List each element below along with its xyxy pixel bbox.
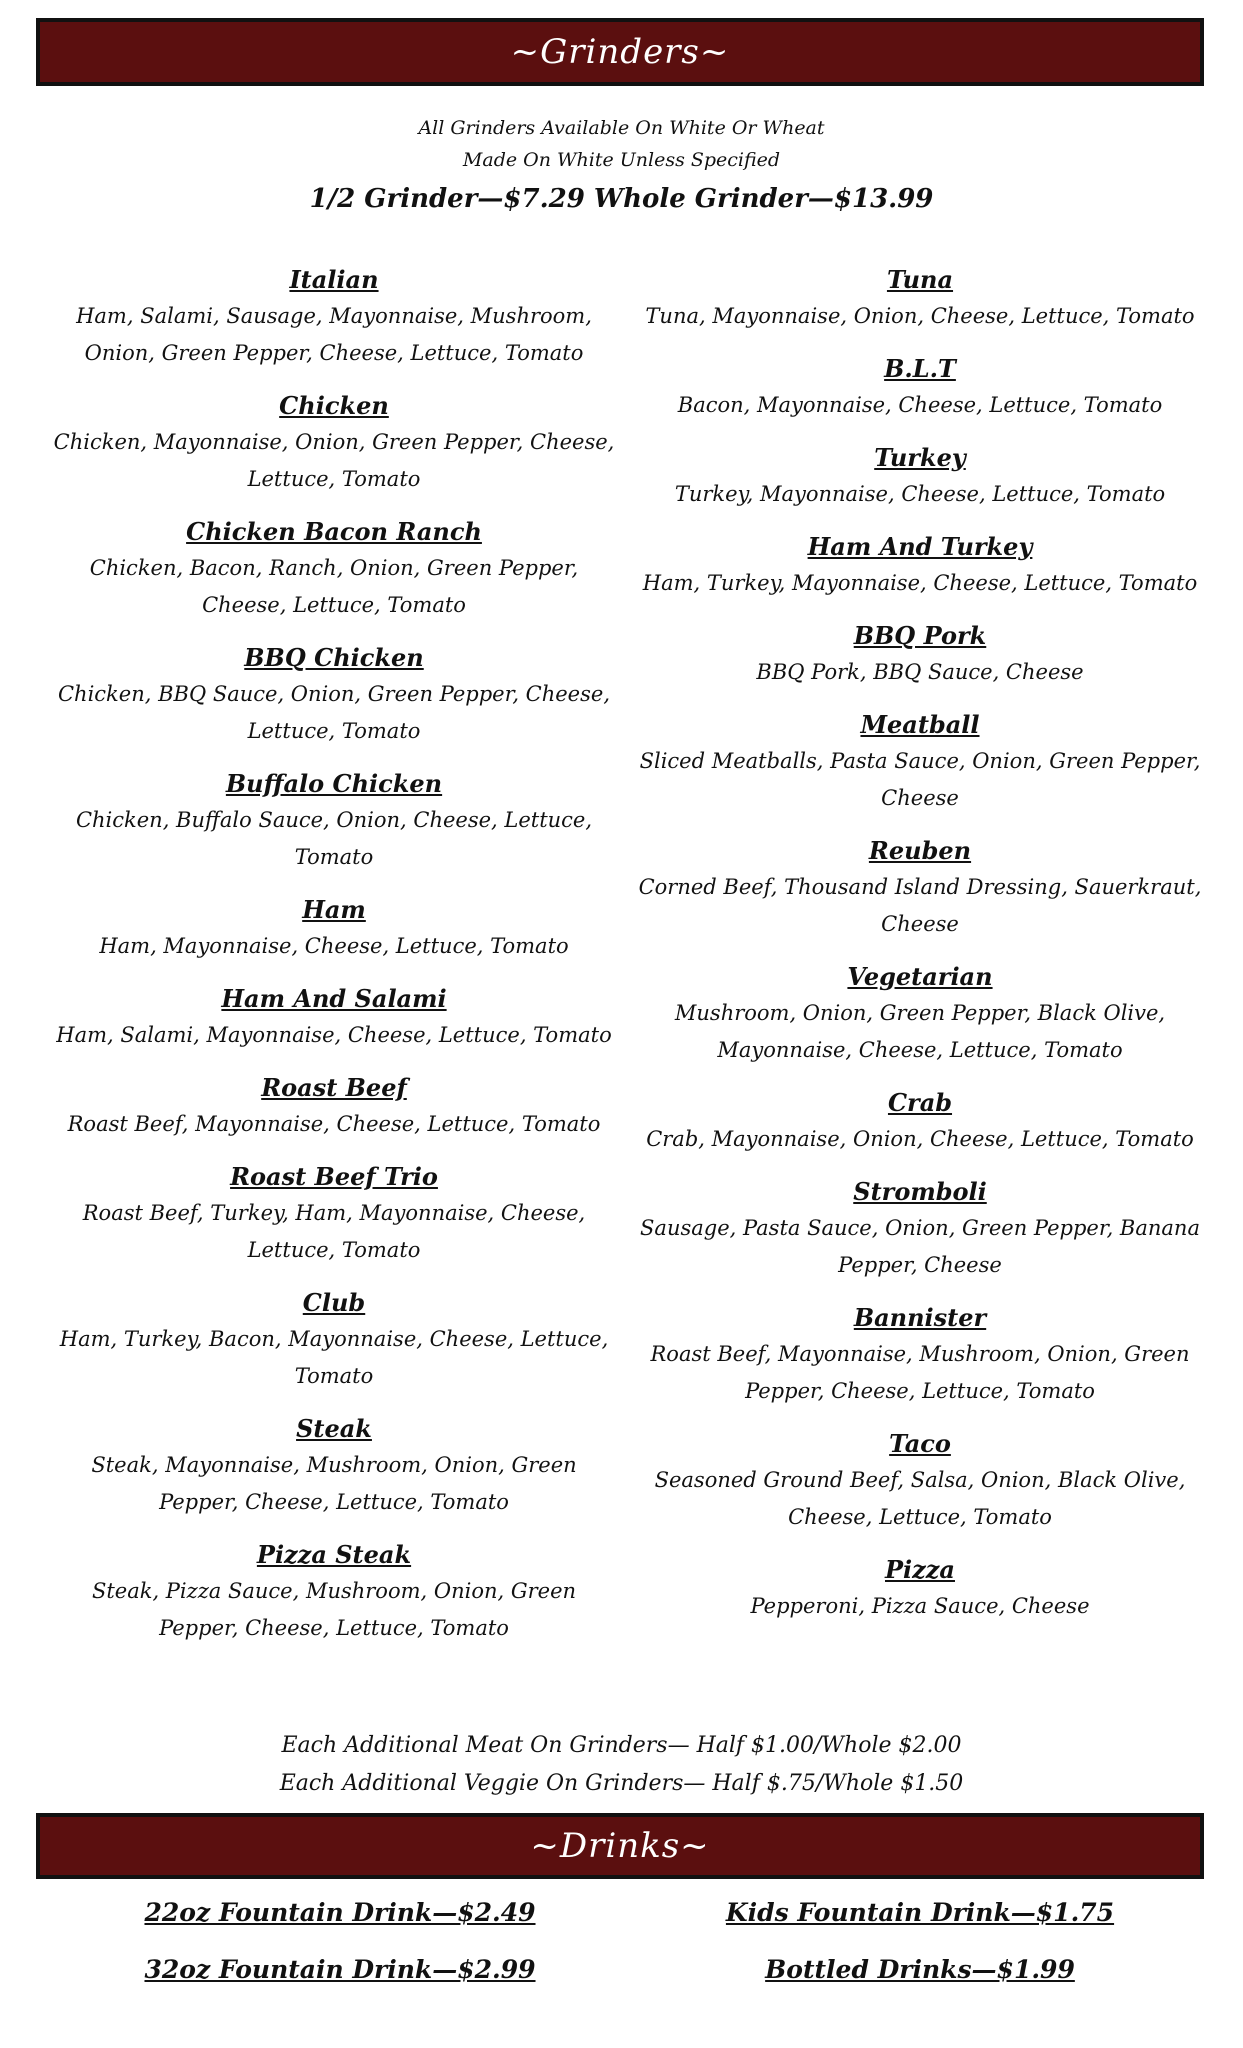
grinders-banner: [36, 18, 1204, 86]
grinders-right-column: [630, 262, 1210, 1641]
menu-item: [44, 981, 624, 1054]
menu-item: [630, 529, 1210, 602]
menu-item: [630, 1085, 1210, 1158]
menu-item-name: Italian: [289, 265, 379, 294]
menu-item-description: Mushroom, Onion, Green Pepper, Black Olive, Mayonnaise, Cheese, Lettuce, Tomato: [674, 1001, 1166, 1062]
menu-item: [44, 892, 624, 965]
menu-item-description: Chicken, Mayonnaise, Onion, Green Pepper, Cheese, Lettuce, Tomato: [53, 430, 615, 491]
menu-item: [630, 959, 1210, 1069]
menu-item: [630, 1300, 1210, 1410]
menu-item-description: Ham, Turkey, Bacon, Mayonnaise, Cheese, Lettuce, Tomato: [59, 1327, 609, 1388]
menu-item-description: Steak, Pizza Sauce, Mushroom, Onion, Green Pepper, Cheese, Lettuce, Tomato: [91, 1579, 577, 1640]
menu-item-name: B.L.T: [884, 354, 956, 383]
menu-item-name: Ham: [302, 895, 366, 924]
menu-item-name: Buffalo Chicken: [225, 769, 443, 798]
menu-item-description: Tuna, Mayonnaise, Onion, Cheese, Lettuce, Tomato: [645, 304, 1195, 328]
menu-item-description: Turkey, Mayonnaise, Cheese, Lettuce, Tomato: [674, 482, 1166, 506]
menu-item-description: Roast Beef, Mayonnaise, Cheese, Lettuce, Tomato: [67, 1112, 601, 1136]
menu-item-description: Pepperoni, Pizza Sauce, Cheese: [750, 1594, 1090, 1618]
menu-item-description: Ham, Mayonnaise, Cheese, Lettuce, Tomato: [99, 934, 569, 958]
menu-item-name: Crab: [887, 1088, 953, 1117]
menu-item-name: Pizza: [885, 1555, 955, 1584]
menu-item-name: Taco: [889, 1429, 951, 1458]
menu-item-name: Roast Beef: [261, 1073, 407, 1102]
menu-item: [630, 1174, 1210, 1284]
menu-item-description: BBQ Pork, BBQ Sauce, Cheese: [756, 660, 1084, 684]
menu-item-description: Corned Beef, Thousand Island Dressing, Sauerkraut, Cheese: [638, 875, 1202, 936]
menu-item: [44, 1411, 624, 1521]
menu-item-description: Seasoned Ground Beef, Salsa, Onion, Black Olive, Cheese, Lettuce, Tomato: [654, 1468, 1186, 1529]
menu-item: [630, 1426, 1210, 1536]
menu-item-description: Ham, Turkey, Mayonnaise, Cheese, Lettuce, Tomato: [642, 571, 1198, 595]
menu-item-description: Sausage, Pasta Sauce, Onion, Green Pepper, Banana Pepper, Cheese: [640, 1216, 1200, 1277]
menu-item: [630, 618, 1210, 691]
menu-item-name: BBQ Chicken: [244, 643, 424, 672]
menu-item: [44, 1537, 624, 1647]
grinder-extras: [0, 1727, 1243, 1803]
menu-item-name: Roast Beef Trio: [230, 1162, 438, 1191]
menu-item-description: Crab, Mayonnaise, Onion, Cheese, Lettuce, Tomato: [646, 1127, 1194, 1151]
menu-item-name: Tuna: [886, 265, 954, 294]
menu-item: [44, 262, 624, 372]
menu-item: [630, 1552, 1210, 1625]
extra-veggie-price: Each Additional Veggie On Grinders— Half $.75/Whole $1.50: [279, 1771, 964, 1796]
menu-item-description: Chicken, Bacon, Ranch, Onion, Green Pepper, Cheese, Lettuce, Tomato: [89, 556, 579, 617]
menu-item-name: Meatball: [860, 710, 980, 739]
menu-item: [44, 766, 624, 876]
intro-bread-options: All Grinders Available On White Or Wheat: [418, 117, 825, 139]
menu-item: [44, 1285, 624, 1395]
menu-item-description: Chicken, BBQ Sauce, Onion, Green Pepper, Cheese, Lettuce, Tomato: [57, 682, 610, 743]
menu-item: [44, 514, 624, 624]
menu-item-name: Ham And Turkey: [807, 532, 1033, 561]
drinks-banner: [36, 1813, 1204, 1879]
grinders-intro: [0, 112, 1243, 214]
menu-item-description: Roast Beef, Mayonnaise, Mushroom, Onion, Green Pepper, Cheese, Lettuce, Tomato: [650, 1342, 1190, 1403]
grinder-prices: 1/2 Grinder—$7.29 Whole Grinder—$13.99: [309, 184, 934, 214]
menu-item: [630, 707, 1210, 817]
drinks-title: ~Drinks~: [530, 1826, 710, 1866]
drink-kids-fountain: Kids Fountain Drink—$1.75: [725, 1898, 1115, 1927]
menu-item-name: Stromboli: [853, 1177, 987, 1206]
menu-item-name: Chicken: [279, 391, 389, 420]
menu-item-description: Steak, Mayonnaise, Mushroom, Onion, Green Pepper, Cheese, Lettuce, Tomato: [91, 1453, 577, 1514]
grinders-left-column: [44, 262, 624, 1663]
menu-item: [630, 440, 1210, 513]
menu-item: [630, 351, 1210, 424]
drink-bottled: Bottled Drinks—$1.99: [765, 1955, 1075, 1984]
menu-item: [44, 1159, 624, 1269]
menu-item-description: Chicken, Buffalo Sauce, Onion, Cheese, Lettuce, Tomato: [75, 808, 593, 869]
menu-item-name: BBQ Pork: [853, 621, 987, 650]
menu-item-name: Reuben: [868, 836, 972, 865]
menu-item-name: Pizza Steak: [256, 1540, 412, 1569]
menu-item: [630, 833, 1210, 943]
grinders-title: ~Grinders~: [510, 32, 730, 72]
menu-item: [44, 1070, 624, 1143]
menu-item-description: Bacon, Mayonnaise, Cheese, Lettuce, Tomato: [677, 393, 1163, 417]
menu-item-description: Sliced Meatballs, Pasta Sauce, Onion, Green Pepper, Cheese: [639, 749, 1201, 810]
drink-32oz-fountain: 32oz Fountain Drink—$2.99: [144, 1955, 536, 1984]
menu-item-name: Bannister: [853, 1303, 987, 1332]
menu-item-name: Chicken Bacon Ranch: [186, 517, 482, 546]
extra-meat-price: Each Additional Meat On Grinders— Half $1.00/Whole $2.00: [281, 1733, 962, 1758]
menu-item: [630, 262, 1210, 335]
drink-22oz-fountain: 22oz Fountain Drink—$2.49: [144, 1898, 536, 1927]
menu-item-name: Ham And Salami: [221, 984, 447, 1013]
menu-item: [44, 640, 624, 750]
menu-item-description: Ham, Salami, Sausage, Mayonnaise, Mushroom, Onion, Green Pepper, Cheese, Lettuce, Tomato: [76, 304, 592, 365]
menu-item-name: Club: [302, 1288, 366, 1317]
menu-item-name: Turkey: [874, 443, 966, 472]
menu-item-name: Steak: [296, 1414, 372, 1443]
intro-default-bread: Made On White Unless Specified: [462, 149, 781, 171]
menu-item-description: Roast Beef, Turkey, Ham, Mayonnaise, Cheese, Lettuce, Tomato: [82, 1201, 586, 1262]
menu-item: [44, 388, 624, 498]
menu-item-name: Vegetarian: [847, 962, 993, 991]
menu-item-description: Ham, Salami, Mayonnaise, Cheese, Lettuce, Tomato: [56, 1023, 612, 1047]
